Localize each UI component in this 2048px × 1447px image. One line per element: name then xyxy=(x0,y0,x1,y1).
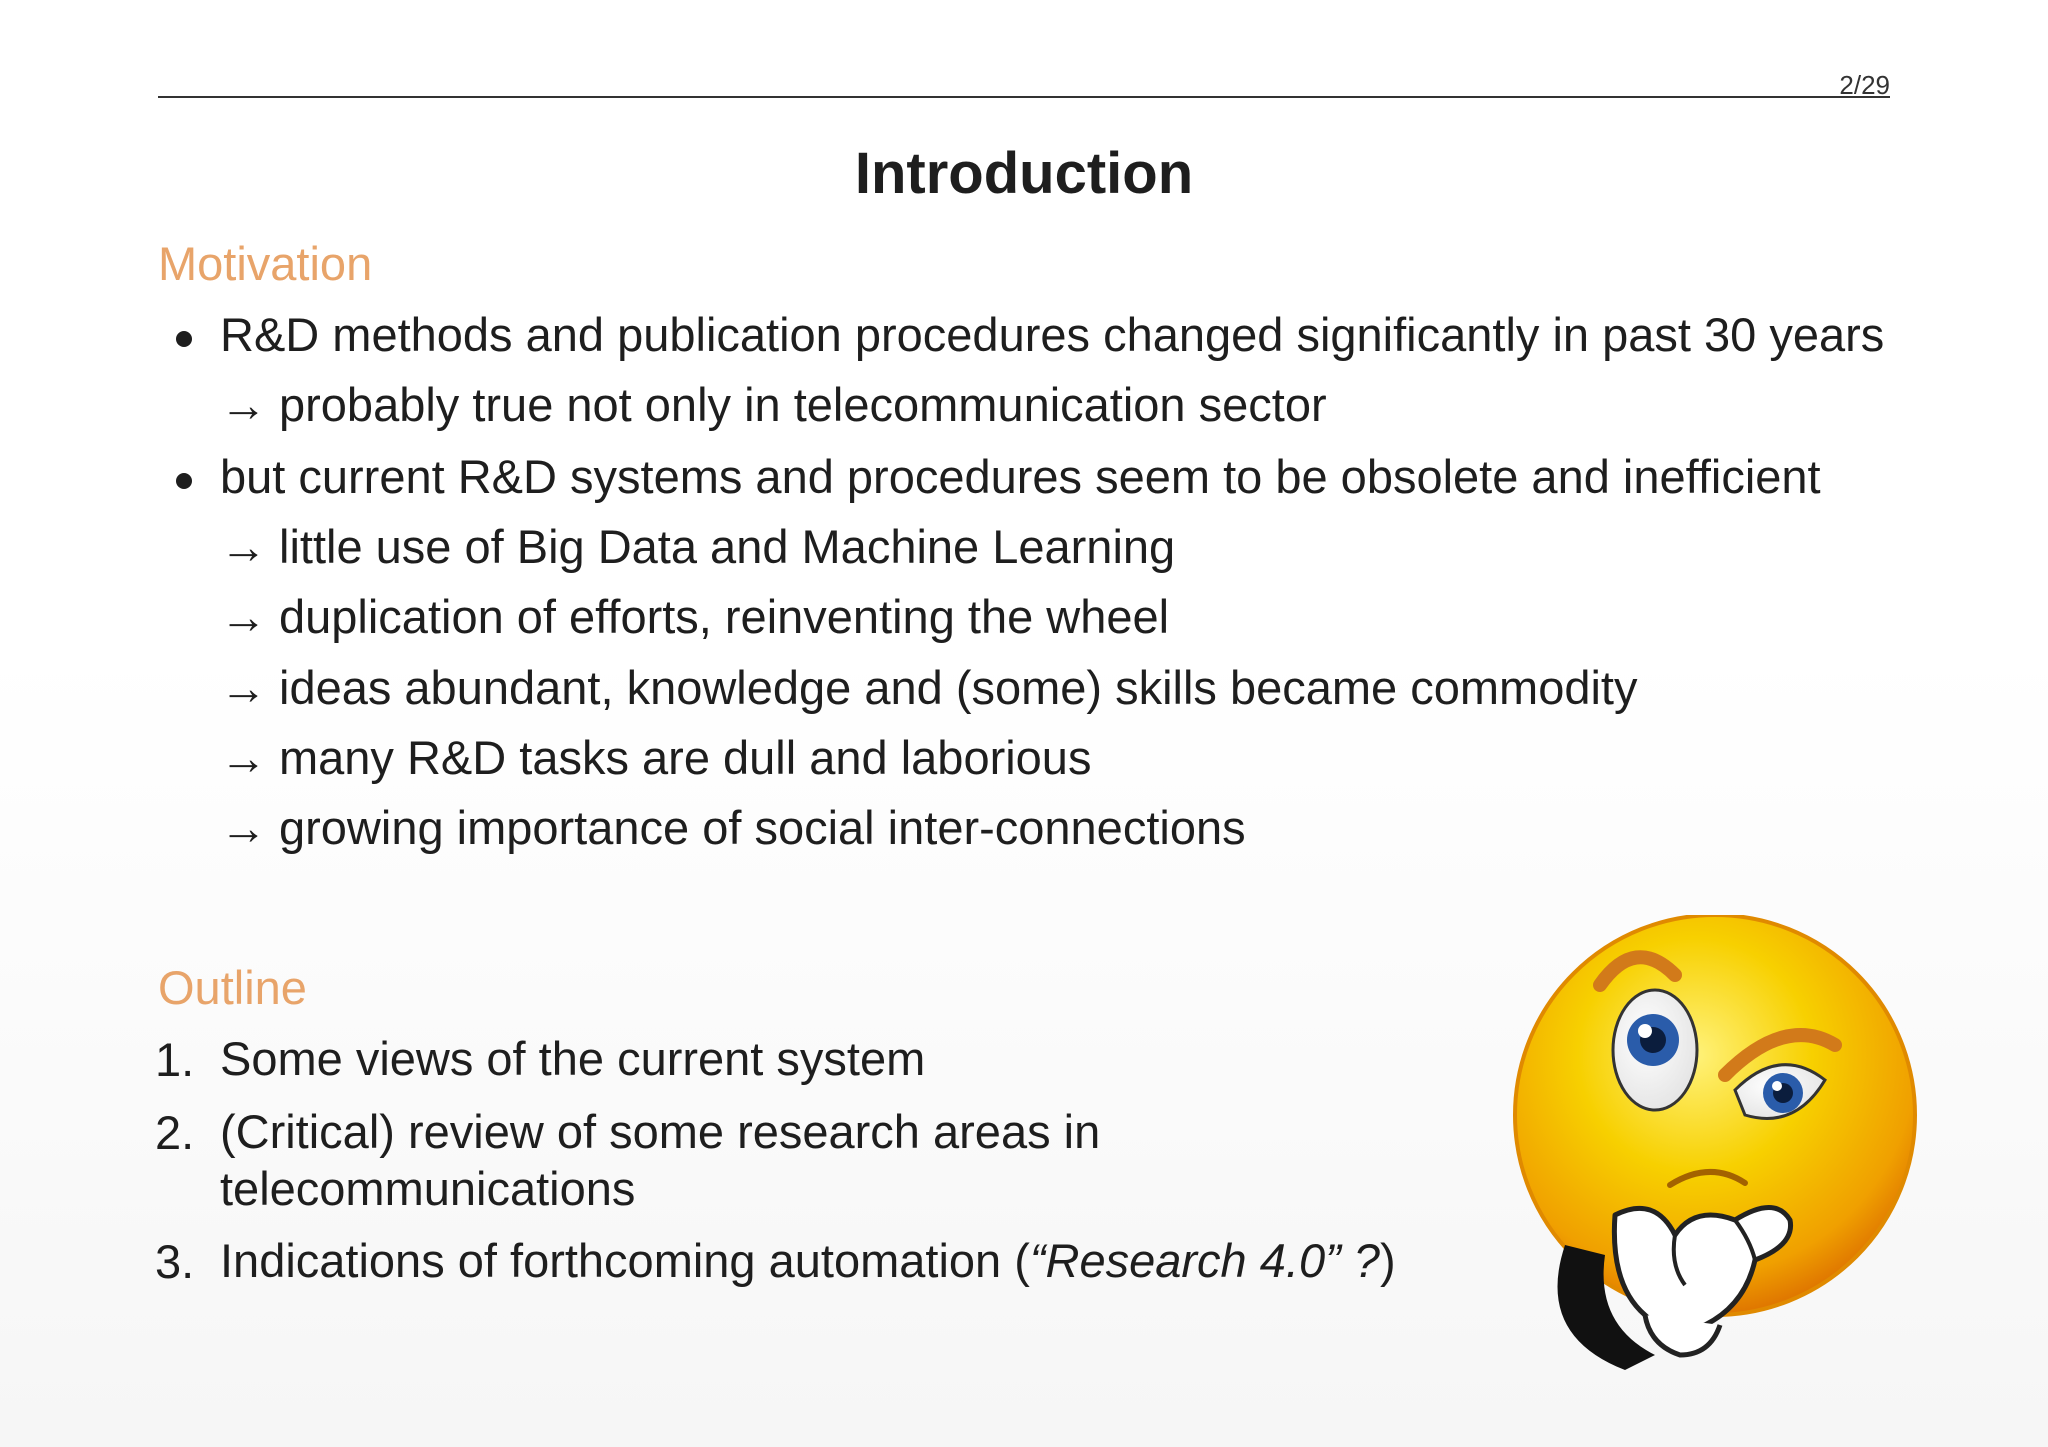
motivation-heading: Motivation xyxy=(158,237,373,290)
arrow-icon: → xyxy=(220,590,267,643)
arrow-icon: → xyxy=(220,731,267,784)
motivation-sub-2-5: → growing importance of social inter-connections xyxy=(220,801,1246,854)
header-rule xyxy=(158,96,1890,98)
outline-item-1: Some views of the current system xyxy=(220,1032,926,1085)
slide-title: Introduction xyxy=(854,141,1194,206)
outline-number-3: 3. xyxy=(155,1235,195,1288)
arrow-icon: → xyxy=(220,661,267,714)
arrow-icon: → xyxy=(220,520,267,573)
arrow-icon: → xyxy=(220,801,267,854)
bullet-dot xyxy=(176,473,192,489)
thinking-smiley-icon xyxy=(1505,915,1925,1375)
page-number: 2/29 xyxy=(1839,70,1890,100)
motivation-bullet-1: R&D methods and publication procedures changed significantly in past 30 years xyxy=(220,308,1885,361)
motivation-sub-1-1: → probably true not only in telecommunication sector xyxy=(220,378,1327,431)
outline-item-2-line-2: telecommunications xyxy=(220,1162,636,1215)
bullet-dot xyxy=(176,331,192,347)
motivation-sub-2-1: → little use of Big Data and Machine Learning xyxy=(220,520,1176,573)
outline-item-2-line-1: (Critical) review of some research areas in xyxy=(220,1105,1101,1158)
outline-heading: Outline xyxy=(158,961,307,1014)
motivation-sub-2-4: → many R&D tasks are dull and laborious xyxy=(220,731,1092,784)
motivation-sub-2-2: → duplication of efforts, reinventing the wheel xyxy=(220,590,1170,643)
motivation-sub-2-3: → ideas abundant, knowledge and (some) skills became commodity xyxy=(220,661,1638,714)
arrow-icon: → xyxy=(220,378,267,431)
outline-number-2: 2. xyxy=(155,1106,195,1159)
motivation-bullet-2: but current R&D systems and procedures seem to be obsolete and inefficient xyxy=(220,450,1821,503)
outline-item-3: Indications of forthcoming automation (“Research 4.0” ?) xyxy=(220,1234,1396,1287)
outline-number-1: 1. xyxy=(155,1033,195,1086)
